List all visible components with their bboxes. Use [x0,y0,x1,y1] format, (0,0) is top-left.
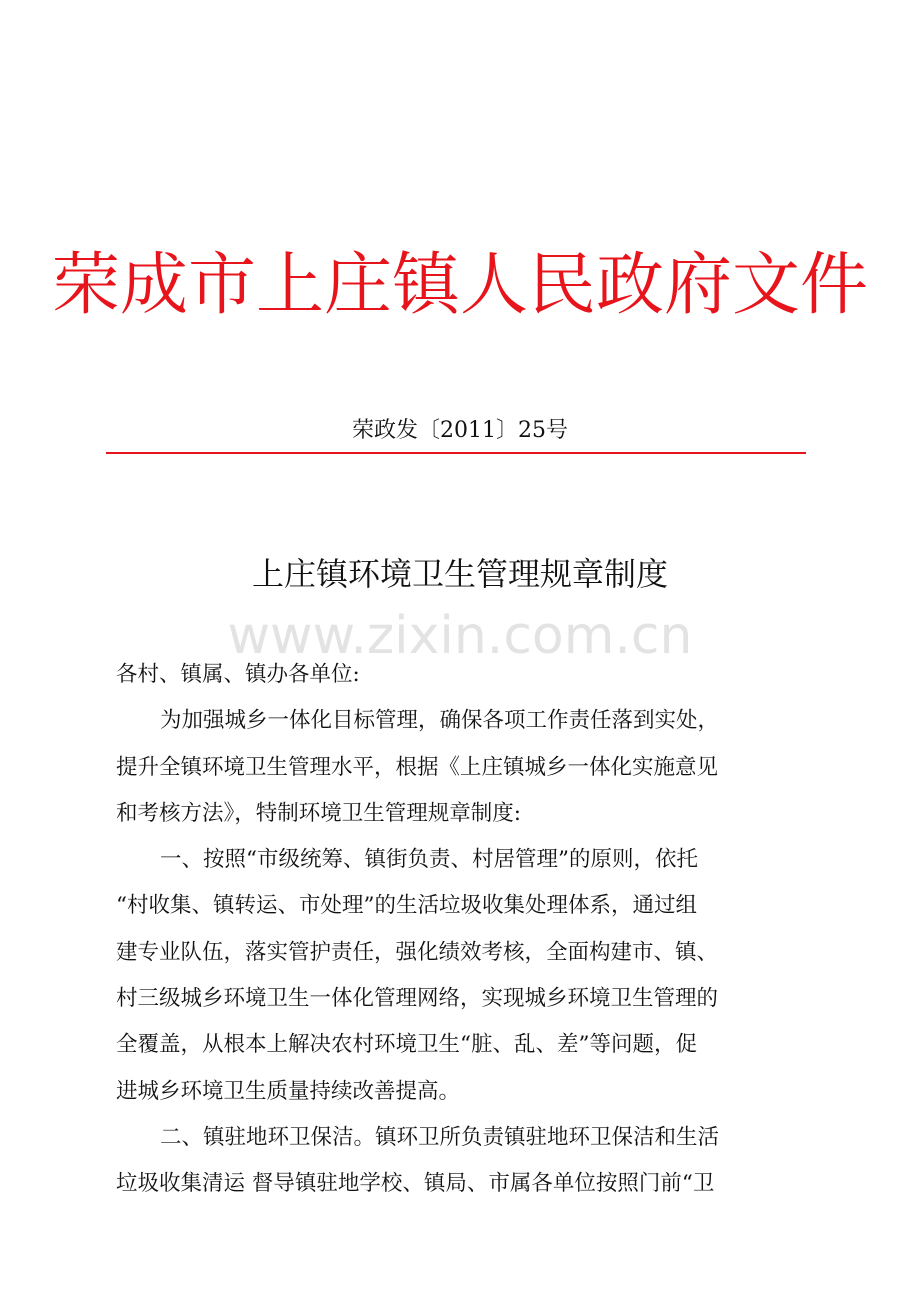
body-line: 二、镇驻地环卫保洁。镇环卫所负责镇驻地环卫保洁和生活 [160,1124,720,1150]
body-line: 和考核方法》，特制环境卫生管理规章制度: [116,800,521,826]
body-line: 进城乡环境卫生质量持续改善提高。 [116,1078,461,1104]
body-line: 为加强城乡一体化目标管理，确保各项工作责任落到实处， [160,708,720,734]
watermark: www.zixin.com.cn [227,606,693,666]
issuer-header-title: 荣成市上庄镇人民政府文件 [51,246,868,325]
body-line: 垃圾收集清运 督导镇驻地学校、镇局、市属各单位按照门前“卫 [116,1171,715,1197]
body-line: 村三级城乡环境卫生一体化管理网络，实现城乡环境卫生管理的 [116,986,719,1012]
body-line: 建专业队伍，落实管护责任，强化绩效考核，全面构建市、镇、 [116,939,719,965]
body-line: 一、按照“市级统筹、镇街负责、村居管理”的原则，依托 [160,847,698,873]
document-number: 荣政发〔2011〕25号 [352,418,568,443]
document-title: 上庄镇环境卫生管理规章制度 [251,555,668,593]
body-line: 提升全镇环境卫生管理水平，根据《上庄镇城乡一体化实施意见 [116,754,719,780]
red-separator-rule [106,452,806,454]
salutation-line: 各村、镇属、镇办各单位: [116,662,360,687]
document-body [116,652,816,1208]
body-line: 全覆盖，从根本上解决农村环境卫生“脏、乱、差”等问题，促 [116,1032,697,1058]
body-line: “村收集、镇转运、市处理”的生活垃圾收集处理体系，通过组 [116,893,697,919]
